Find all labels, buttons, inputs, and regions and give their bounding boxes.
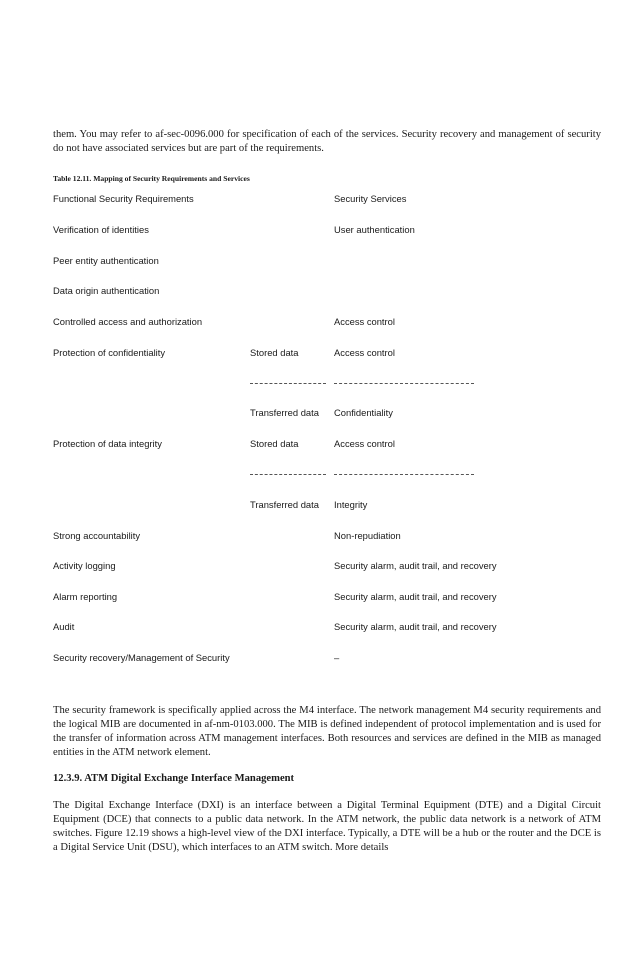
table-cell-service: Non-repudiation — [334, 530, 401, 541]
table-cell-service: Access control — [334, 347, 395, 358]
table-dashed-separator — [334, 383, 474, 384]
table-cell-service: Access control — [334, 438, 395, 449]
table-caption: Table 12.11. Mapping of Security Requirements and Services — [53, 174, 250, 183]
section-heading: 12.3.9. ATM Digital Exchange Interface Management — [53, 773, 295, 784]
table-header-requirements: Functional Security Requirements — [53, 193, 194, 204]
table-cell-requirement: Protection of data integrity — [53, 438, 162, 449]
intro-paragraph: them. You may refer to af-sec-0096.000 for specification of each of the services. Security recovery and management of security do not have associated services but are part of the requirements. — [53, 129, 601, 154]
table-cell-service: Integrity — [334, 499, 368, 510]
table-cell-requirement: Security recovery/Management of Security — [53, 652, 230, 663]
table-cell-data-type: Stored data — [250, 438, 299, 449]
table-cell-service: Confidentiality — [334, 407, 393, 418]
table-cell-service: User authentication — [334, 224, 415, 235]
table-cell-requirement: Strong accountability — [53, 530, 141, 541]
table-cell-requirement: Peer entity authentication — [53, 255, 159, 266]
table-cell-requirement: Protection of confidentiality — [53, 347, 166, 358]
table-cell-data-type: Stored data — [250, 347, 299, 358]
table-dashed-separator — [250, 383, 326, 384]
table-cell-requirement: Alarm reporting — [53, 591, 118, 602]
table-cell-service: Security alarm, audit trail, and recovery — [334, 591, 497, 602]
table-cell-service: Security alarm, audit trail, and recovery — [334, 560, 497, 571]
table-cell-service: Access control — [334, 316, 395, 327]
table-cell-data-type: Transferred data — [250, 499, 319, 510]
table-cell-requirement: Verification of identities — [53, 224, 149, 235]
table-cell-service: Security alarm, audit trail, and recovery — [334, 621, 497, 632]
table-cell-service: – — [334, 652, 340, 663]
table-cell-requirement: Controlled access and authorization — [53, 316, 203, 327]
table-cell-requirement: Activity logging — [53, 560, 116, 571]
table-cell-requirement: Audit — [53, 621, 75, 632]
table-cell-data-type: Transferred data — [250, 407, 319, 418]
table-cell-requirement: Data origin authentication — [53, 285, 160, 296]
table-header-services: Security Services — [334, 193, 407, 204]
table-dashed-separator — [250, 474, 326, 475]
dxi-paragraph: The Digital Exchange Interface (DXI) is an interface between a Digital Terminal Equipment (DTE) and a Digital Circuit Equipment (DCE) that connects to a public data network. In the ATM network, the public data network is a network of ATM switches. Figure 12.19 shows a high-level view of the DXI interface. Typically, a DTE will be a hub or the router and the DCE is a Digital Service Unit (DSU), which interfaces to an ATM switch. More details — [53, 800, 601, 853]
framework-paragraph: The security framework is specifically applied across the M4 interface. The network management M4 security requirements and the logical MIB are documented in af-nm-0103.000. The MIB is defined independent of protocol implementation and is used for the transfer of information across ATM management interfaces. Both resources and services are defined in the MIB as managed entities in the ATM network element. — [53, 705, 601, 758]
table-dashed-separator — [334, 474, 474, 475]
